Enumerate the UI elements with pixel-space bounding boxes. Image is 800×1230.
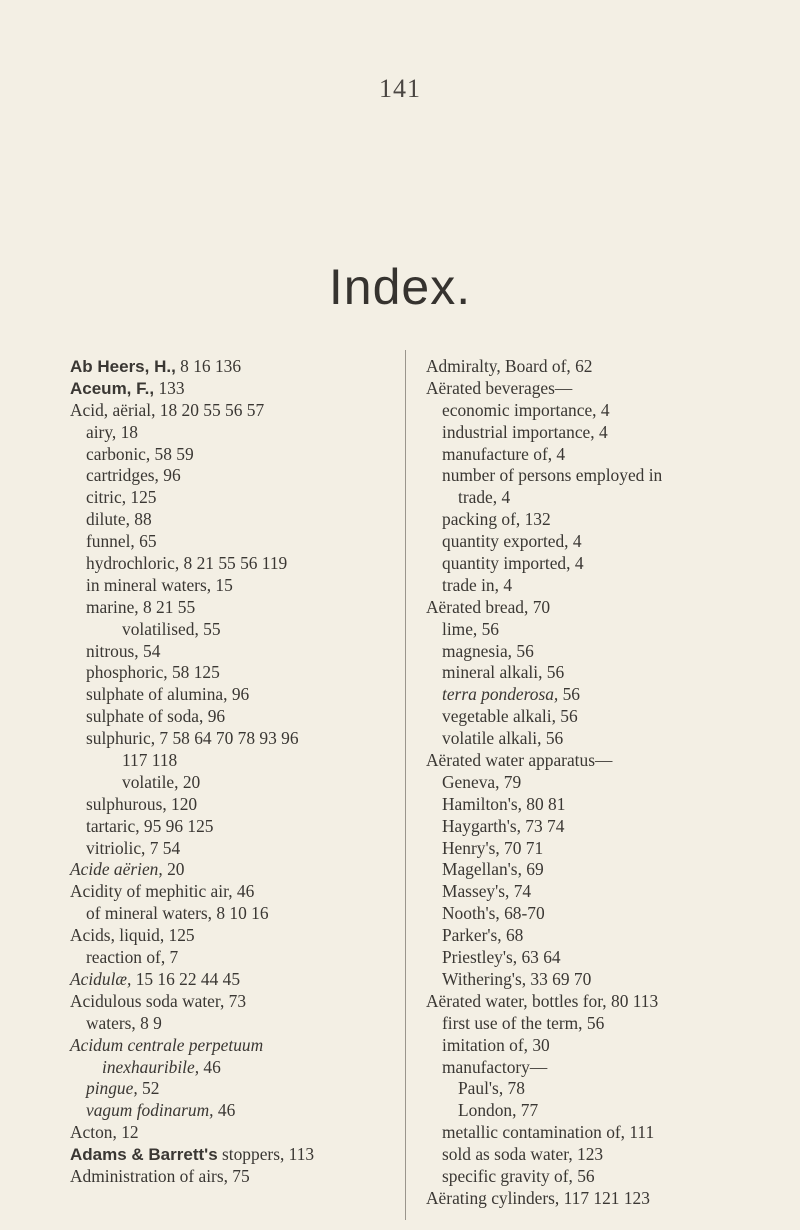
index-entry: [426, 684, 766, 706]
index-entry-term: Administration of airs, 75: [70, 1165, 250, 1186]
index-entry: [70, 684, 400, 706]
index-entry-term: volatile alkali, 56: [442, 728, 564, 749]
index-entry: [70, 597, 400, 619]
index-entry-term: Hamilton's, 80 81: [442, 793, 566, 814]
index-entry: [426, 444, 766, 466]
index-entry-term: reaction of, 7: [86, 947, 179, 968]
index-entry-term: Ab Heers, H.,: [70, 357, 176, 376]
index-entry: [426, 1188, 766, 1210]
index-entry: [70, 422, 400, 444]
index-entry-term: Nooth's, 68-70: [442, 903, 545, 924]
index-entry: [70, 356, 400, 378]
index-entry: [426, 991, 766, 1013]
index-entry-pages: 52: [137, 1078, 160, 1099]
index-entry-term: citric, 125: [86, 487, 157, 508]
index-entry-term: Paul's, 78: [458, 1078, 525, 1099]
index-entry-term: dilute, 88: [86, 509, 152, 530]
index-entry: [426, 509, 766, 531]
index-entry-term: Aërating cylinders, 117 121 123: [426, 1187, 650, 1208]
index-entry: [426, 969, 766, 991]
index-entry: [426, 356, 766, 378]
index-entry-term: tartaric, 95 96 125: [86, 815, 214, 836]
index-entry-term: volatile, 20: [122, 771, 201, 792]
index-entry-term: Acton, 12: [70, 1122, 139, 1143]
index-entry-term: specific gravity of, 56: [442, 1165, 595, 1186]
index-entry-term: cartridges, 96: [86, 465, 181, 486]
index-entry-term: sulphuric, 7 58 64 70 78 93 96: [86, 728, 299, 749]
index-entry-term: Henry's, 70 71: [442, 837, 544, 858]
index-entry-term: inexhauribile,: [102, 1056, 200, 1077]
index-entry: [426, 728, 766, 750]
index-entry-term: metallic contamination of, 111: [442, 1122, 655, 1143]
index-entry-pages: 46: [199, 1056, 221, 1077]
index-entry: [426, 575, 766, 597]
index-entry: [70, 925, 400, 947]
index-entry-pages: 8 16 136: [175, 356, 242, 376]
index-entry-pages: 15 16 22 44 45: [131, 968, 241, 989]
index-entry-pages: 133: [154, 377, 185, 398]
index-entry-term: Geneva, 79: [442, 771, 522, 792]
index-entry: [70, 903, 400, 925]
index-entry-term: magnesia, 56: [442, 640, 534, 661]
index-entry: [70, 969, 400, 991]
index-entry-term: terra ponderosa,: [442, 684, 559, 705]
index-entry: [426, 838, 766, 860]
index-entry-term: sulphate of alumina, 96: [86, 684, 250, 705]
index-entry: [70, 531, 400, 553]
index-entry-term: Acidity of mephitic air, 46: [70, 881, 255, 902]
index-entry: [70, 881, 400, 903]
index-entry-term: waters, 8 9: [86, 1012, 162, 1033]
index-entry: [70, 662, 400, 684]
index-entry-term: Aërated water apparatus—: [426, 750, 613, 771]
index-entry-term: trade, 4: [458, 487, 511, 508]
index-entry-term: quantity exported, 4: [442, 531, 582, 552]
index-entry: [426, 947, 766, 969]
index-entry: [426, 794, 766, 816]
index-entry-term: Haygarth's, 73 74: [442, 815, 565, 836]
index-entry-term: Withering's, 33 69 70: [442, 968, 592, 989]
index-entry: [426, 378, 766, 400]
index-entry: [70, 706, 400, 728]
index-entry-term: sulphate of soda, 96: [86, 706, 226, 727]
index-entry: [70, 750, 400, 772]
index-entry-term: first use of the term, 56: [442, 1012, 605, 1033]
index-entry-term: airy, 18: [86, 421, 138, 442]
index-entry-term: carbonic, 58 59: [86, 443, 194, 464]
index-entry: [426, 465, 766, 487]
index-entry-term: in mineral waters, 15: [86, 574, 233, 595]
index-entry-term: number of persons employed in: [442, 465, 663, 486]
index-entry-pages: 46: [213, 1100, 236, 1121]
index-entry: [70, 728, 400, 750]
index-entry-term: imitation of, 30: [442, 1034, 550, 1055]
index-entry: [70, 1166, 400, 1188]
index-entry: [70, 400, 400, 422]
index-entry: [426, 1013, 766, 1035]
index-entry-term: Aceum, F.,: [70, 378, 155, 398]
index-entry: [426, 859, 766, 881]
index-entry: [70, 859, 400, 881]
index-entry: [70, 575, 400, 597]
index-entry-pages: 20: [162, 859, 185, 880]
index-entry-term: economic importance, 4: [442, 399, 610, 420]
page-number: 141: [379, 74, 421, 103]
index-entry: [70, 772, 400, 794]
index-entry: [70, 444, 400, 466]
index-entry: [70, 1100, 400, 1122]
index-entry-term: funnel, 65: [86, 531, 157, 552]
index-entry: [426, 662, 766, 684]
index-entry: [426, 619, 766, 641]
index-entry-term: hydrochloric, 8 21 55 56 119: [86, 553, 288, 574]
index-entry-term: 117 118: [122, 750, 178, 771]
index-entry-term: Aërated beverages—: [426, 377, 573, 398]
index-entry: [70, 1078, 400, 1100]
index-entry: [70, 487, 400, 509]
index-entry: [70, 641, 400, 663]
index-entry: [70, 991, 400, 1013]
index-entry-term: pingue,: [86, 1078, 138, 1099]
index-entry: [426, 553, 766, 575]
index-entry-term: quantity imported, 4: [442, 553, 584, 574]
index-entry-term: Aërated bread, 70: [426, 596, 551, 617]
index-entry: [426, 1100, 766, 1122]
index-entry-term: of mineral waters, 8 10 16: [86, 903, 269, 924]
index-entry: [426, 1122, 766, 1144]
index-entry-term: Aërated water, bottles for, 80 113: [426, 990, 659, 1011]
index-entry: [70, 794, 400, 816]
index-entry-term: Acids, liquid, 125: [70, 925, 195, 946]
index-entry-term: nitrous, 54: [86, 640, 161, 661]
index-entry-term: Parker's, 68: [442, 925, 524, 946]
index-column-left: [70, 356, 400, 1188]
index-entry-pages: stoppers, 113: [217, 1144, 315, 1165]
index-entry-term: industrial importance, 4: [442, 421, 608, 442]
index-entry: [70, 1013, 400, 1035]
index-entry-term: phosphoric, 58 125: [86, 662, 220, 683]
index-entry-term: vitriolic, 7 54: [86, 837, 181, 858]
index-column-right: [426, 356, 766, 1210]
index-entry-term: Acide aërien,: [70, 859, 163, 880]
index-entry-term: marine, 8 21 55: [86, 596, 196, 617]
index-entry: [70, 553, 400, 575]
index-entry-term: London, 77: [458, 1100, 539, 1121]
index-entry-term: Acidulæ,: [70, 968, 132, 989]
index-entry-term: Magellan's, 69: [442, 859, 544, 880]
index-entry-term: manufacture of, 4: [442, 443, 566, 464]
index-entry: [426, 1078, 766, 1100]
index-entry: [70, 1122, 400, 1144]
index-entry: [426, 706, 766, 728]
index-entry: [426, 1057, 766, 1079]
index-entry: [70, 509, 400, 531]
index-entry-term: volatilised, 55: [122, 618, 221, 639]
index-entry-term: trade in, 4: [442, 574, 513, 595]
index-entry: [70, 1144, 400, 1166]
index-entry: [70, 816, 400, 838]
index-entry-term: Acidulous soda water, 73: [70, 990, 247, 1011]
index-entry: [426, 641, 766, 663]
index-entry-term: Acidum centrale perpetuum: [70, 1034, 264, 1055]
index-entry: [70, 465, 400, 487]
index-entry-term: Priestley's, 63 64: [442, 947, 561, 968]
index-entry-term: sulphurous, 120: [86, 793, 198, 814]
index-entry: [426, 881, 766, 903]
index-entry: [426, 903, 766, 925]
index-entry: [70, 619, 400, 641]
index-entry: [426, 1035, 766, 1057]
index-entry: [426, 487, 766, 509]
column-divider: [405, 350, 406, 1220]
index-entry-term: sold as soda water, 123: [442, 1144, 604, 1165]
index-entry-term: mineral alkali, 56: [442, 662, 565, 683]
index-title: Index.: [328, 259, 472, 315]
index-entry-term: lime, 56: [442, 618, 499, 639]
index-entry-term: vagum fodinarum,: [86, 1100, 214, 1121]
index-entry: [426, 925, 766, 947]
index-entry-term: vegetable alkali, 56: [442, 706, 578, 727]
index-entry: [426, 597, 766, 619]
index-entry: [426, 1144, 766, 1166]
index-entry: [426, 531, 766, 553]
index-entry-pages: 56: [558, 684, 581, 705]
index-entry-term: Acid, aërial, 18 20 55 56 57: [70, 399, 265, 420]
index-entry: [426, 750, 766, 772]
index-entry: [426, 422, 766, 444]
index-entry-term: Admiralty, Board of, 62: [426, 356, 593, 376]
index-entry: [426, 772, 766, 794]
index-entry: [426, 816, 766, 838]
index-entry: [70, 1057, 400, 1079]
index-entry: [70, 378, 400, 400]
index-entry: [70, 947, 400, 969]
index-entry: [70, 838, 400, 860]
index-entry: [70, 1035, 400, 1057]
index-entry: [426, 1166, 766, 1188]
index-entry-term: Adams & Barrett's: [70, 1145, 218, 1165]
index-entry-term: Massey's, 74: [442, 881, 532, 902]
index-entry-term: manufactory—: [442, 1056, 548, 1077]
index-entry-term: packing of, 132: [442, 509, 551, 530]
index-entry: [426, 400, 766, 422]
